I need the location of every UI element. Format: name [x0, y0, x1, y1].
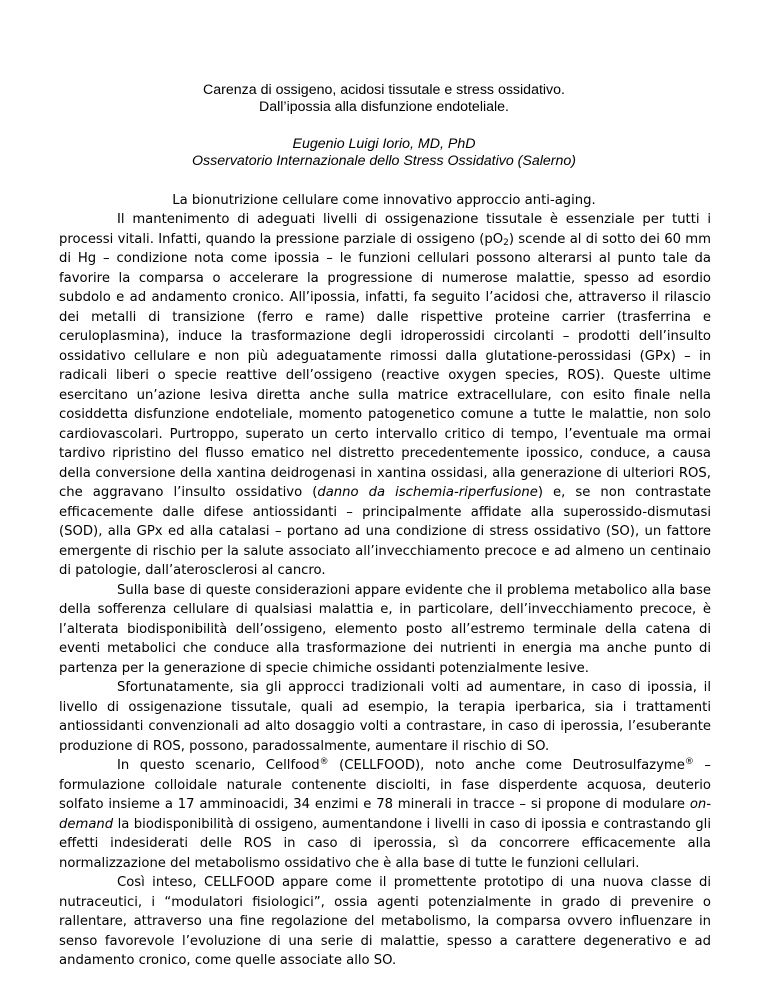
title-line-1: Carenza di ossigeno, acidosi tissutale e stress ossidativo. — [203, 82, 565, 98]
p1-text-b: ) scende al di sotto dei 60 mm di Hg – condizione nota come ipossia – le funzioni cellulari possono alterarsi al punto tale da favorire la comparsa o accelerare la progressione di numerose malattie, spesso ad esordio subdolo e ad andamento cronico. All’ipossia, infatti, fa seguito l’acidosi che, attraverso il rilascio dei metalli di transizione (ferro e rame) dalle rispettive proteine carrier (trasferrina e ceruloplasmina), induce la trasformazione degli idroperossidi circolanti – prodotti dell’insulto ossidativo cellulare e non più adeguatamente rimossi dalla glutatione-perossidasi (GPx) – in radicali liberi o specie reattive dell’ossigeno (reactive oxygen species, ROS). Queste ultime esercitano un’azione lesiva diretta anche sulla matrice extracellulare, con esito finale nella cosiddetta disfunzione endoteliale, momento patogenetico comune a tutte le malattie, non solo cardiovascolari. Purtroppo, superato un certo intervallo critico di tempo, l’eventuale ma ormai tardivo ripristino del flusso ematico nel distretto precedentemente ipossico, conduce, a causa della conversione della xantina deidrogenasi in xantina ossidasi, alla generazione di ulteriori ROS, che aggravano l’insulto ossidativo ( — [59, 231, 711, 500]
document-title — [0, 82, 768, 116]
author-affiliation: Osservatorio Internazionale dello Stress Ossidativo (Salerno) — [191, 153, 577, 169]
title-line-2: Dall’ipossia alla disfunzione endoteliale. — [258, 99, 509, 115]
p4-text-a: In questo scenario, Cellfood — [117, 758, 320, 773]
document-body — [59, 210, 711, 971]
author-block — [0, 136, 768, 170]
document-subtitle: La bionutrizione cellulare come innovativo approccio anti-aging. — [172, 193, 596, 208]
p4-text-d: la biodisponibilità di ossigeno, aumentandone i livelli in caso di ipossia e contrastando gli effetti indesiderati delle ROS in caso di iperossia, sì da concorrere efficacemente alla normalizzazione del metabolismo ossidativo che è alla base di tutte le funzioni cellulari. — [59, 816, 711, 871]
registered-mark-1: ® — [319, 757, 329, 767]
p1-subscript: 2 — [503, 237, 509, 248]
registered-mark-2: ® — [684, 757, 694, 767]
p1-text-c: ) e, se non contrastate efficacemente dalle difese antiossidanti – principalmente affidate alla superossido-dismutasi (SOD), alla GPx ed alla catalasi – portano ad una condizione di stress ossidativo (SO), un fattore emergente di rischio per la salute associato all’invecchiamento precoce e ad almeno un centinaio di patologie, dall’aterosclerosi al cancro. — [59, 485, 712, 578]
paragraph-2: Sulla base di queste considerazioni appare evidente che il problema metabolico alla base della sofferenza cellulare di qualsiasi malattia e, in particolare, dell’invecchiamento precoce, è l’alterata biodisponibilità dell’ossigeno, elemento posto all’estremo terminale della catena di eventi metabolici che conduce alla trasformazione dei nutrienti in energia ma anche punto di partenza per la generazione di specie chimiche ossidanti potenzialmente lesive. — [59, 582, 711, 676]
author-name: Eugenio Luigi Iorio, MD, PhD — [292, 136, 476, 152]
p4-text-c: – formulazione colloidale naturale contenente disciolti, in fase disperdente acquosa, deuterio solfato insieme a 17 amminoacidi, 34 enzimi e 78 minerali in tracce – si propone di modulare — [59, 758, 711, 812]
p1-text-a: Il mantenimento di adeguati livelli di ossigenazione tissutale è essenziale per tutti i processi vitali. Infatti, quando la pressione parziale di ossigeno (pO — [59, 212, 711, 247]
paragraph-1 — [59, 210, 711, 581]
p1-emphasis: danno da ischemia-riperfusione — [317, 485, 538, 500]
p4-emphasis: on-demand — [59, 797, 711, 832]
paragraph-5: Così inteso, CELLFOOD appare come il promettente prototipo di una nuova classe di nutraceutici, i “modulatori fisiologici”, ossia agenti potenzialmente in grado di prevenire o rallentare, attraverso una fine regolazione del metabolismo, la comparsa ovvero influenzare in senso favorevole l’evoluzione di una serie di malattie, spesso a carattere degenerativo e ad andamento cronico, come quelle associate allo SO. — [59, 875, 711, 968]
paragraph-3: Sfortunatamente, sia gli approcci tradizionali volti ad aumentare, in caso di ipossia, il livello di ossigenazione tissutale, quali ad esempio, la terapia iperbarica, sia i trattamenti antiossidanti convenzionali ad alto dosaggio volti a contrastare, in caso di iperossia, l’esuberante produzione di ROS, possono, paradossalmente, aumentare il rischio di SO. — [59, 680, 711, 754]
p4-text-b: (CELLFOOD), noto anche come Deutrosulfazyme — [328, 758, 685, 773]
paragraph-4 — [59, 756, 711, 873]
